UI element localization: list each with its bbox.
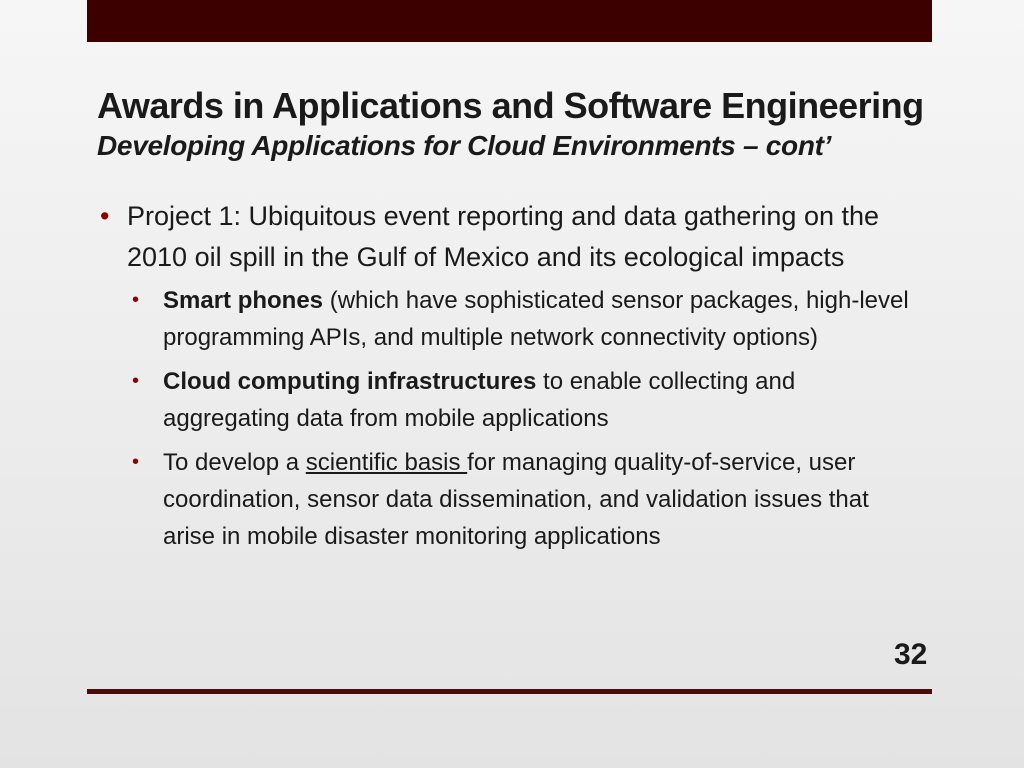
title-block bbox=[97, 84, 977, 164]
sub-bullet-dot-icon: • bbox=[132, 289, 140, 311]
slide-subtitle: Developing Applications for Cloud Environments – cont’ bbox=[97, 130, 832, 161]
bullet-dot-icon: • bbox=[100, 201, 110, 231]
top-banner bbox=[87, 0, 932, 42]
sub-bullet-dot-icon: • bbox=[132, 370, 140, 392]
bottom-rule bbox=[87, 689, 932, 694]
page-number: 32 bbox=[894, 638, 928, 671]
sub-bullet-text: for managing quality-of-service, user coordination, sensor data dissemination, and validation issues that arise in mobile disaster monitoring applications bbox=[163, 449, 869, 550]
bullet-text: Project 1: Ubiquitous event reporting and data gathering on the 2010 oil spill in the Gulf of Mexico and its ecological impacts bbox=[127, 201, 880, 272]
sub-bullet-prefix: To develop a bbox=[163, 449, 306, 476]
sub-bullet-bold: Cloud computing infrastructures bbox=[163, 368, 537, 395]
sub-bullet-bold: Smart phones bbox=[163, 287, 324, 314]
bullet-project-1 bbox=[100, 196, 927, 278]
slide-title: Awards in Applications and Software Engineering bbox=[97, 85, 924, 126]
slide-content bbox=[100, 196, 930, 562]
sub-bullet-smart-phones bbox=[130, 282, 923, 356]
sub-bullet-text: (which have sophisticated sensor packages, high-level programming APIs, and multiple network connectivity options) bbox=[163, 287, 909, 351]
sub-bullet-scientific-basis bbox=[130, 444, 923, 555]
sub-bullet-cloud-computing bbox=[130, 363, 923, 437]
sub-bullet-dot-icon: • bbox=[132, 451, 140, 473]
sub-bullet-text: to enable collecting and aggregating data from mobile applications bbox=[163, 368, 796, 432]
scientific-basis-underlined: scientific basis bbox=[305, 449, 468, 476]
